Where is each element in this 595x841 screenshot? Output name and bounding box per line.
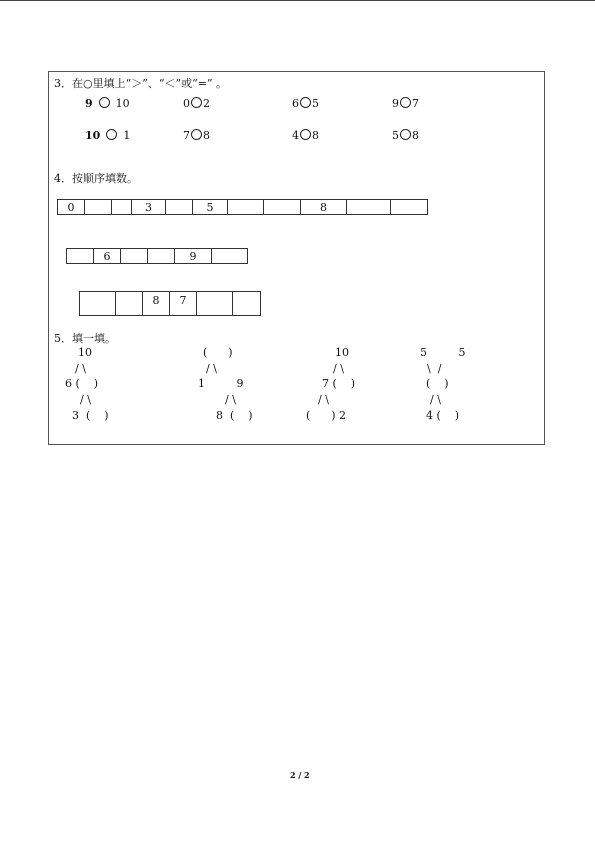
q4-title: 4．按顺序填数。: [54, 172, 138, 185]
sequence-cell[interactable]: [212, 249, 247, 263]
comparison-right: 10: [115, 97, 130, 110]
tree-node: 8 ( ): [216, 409, 253, 422]
sequence-cell[interactable]: [391, 200, 427, 214]
sequence-cell[interactable]: 3: [132, 200, 166, 214]
tree-node: ( ): [203, 346, 233, 359]
answer-circle[interactable]: [191, 97, 202, 108]
top-rule: [0, 0, 595, 1]
q3-title: 3．在○里填上“＞”、“＜”或“=” 。: [54, 77, 228, 90]
sequence-cell[interactable]: 8: [301, 200, 347, 214]
sequence-row-1: [57, 199, 428, 215]
tree-branch: / \: [318, 393, 329, 406]
comparison-right: 2: [203, 97, 210, 110]
sequence-cell[interactable]: [233, 292, 260, 315]
sequence-cell[interactable]: 5: [193, 200, 228, 214]
comparison-item: [85, 97, 130, 110]
tree-node: 3 ( ): [72, 409, 109, 422]
sequence-cell[interactable]: 7: [170, 292, 197, 315]
comparison-right: 1: [123, 129, 131, 142]
answer-circle[interactable]: [191, 129, 202, 140]
sequence-cell[interactable]: 6: [94, 249, 121, 263]
tree-node: 6 ( ): [65, 377, 99, 390]
comparison-item: [392, 97, 419, 110]
sequence-row-3: [79, 291, 261, 316]
sequence-cell[interactable]: [121, 249, 148, 263]
sequence-cell[interactable]: [80, 292, 116, 315]
tree-branch: / \: [333, 362, 344, 375]
answer-circle[interactable]: [300, 129, 311, 140]
sequence-cell[interactable]: [116, 292, 143, 315]
comparison-left: 0: [183, 97, 190, 110]
comparison-left: 4: [292, 129, 299, 142]
comparison-right: 5: [312, 97, 319, 110]
sequence-cell[interactable]: 0: [58, 200, 85, 214]
sequence-cell[interactable]: [197, 292, 233, 315]
comparison-item: [85, 129, 130, 142]
comparison-item: [183, 129, 210, 142]
sequence-row-2: [66, 248, 248, 264]
comparison-item: [392, 129, 419, 142]
tree-branch: \ /: [427, 362, 442, 375]
sequence-cell[interactable]: 8: [143, 292, 170, 315]
sequence-cell[interactable]: [85, 200, 112, 214]
tree-node: 4 ( ): [426, 409, 460, 422]
comparison-left: 10: [85, 129, 101, 142]
answer-circle[interactable]: [400, 129, 411, 140]
sequence-cell[interactable]: [264, 200, 301, 214]
comparison-left: 5: [392, 129, 399, 142]
tree-branch: / \: [225, 393, 236, 406]
comparison-item: [292, 129, 319, 142]
sequence-cell[interactable]: [166, 200, 193, 214]
sequence-cell[interactable]: [228, 200, 264, 214]
comparison-right: 8: [412, 129, 419, 142]
tree-node: 10: [335, 346, 349, 359]
tree-node: 1 9: [198, 377, 244, 390]
sequence-cell[interactable]: [148, 249, 175, 263]
answer-circle[interactable]: [300, 97, 311, 108]
comparison-right: 8: [312, 129, 319, 142]
tree-branch: / \: [75, 362, 86, 375]
tree-node: ( ) 2: [306, 409, 347, 422]
sequence-cell[interactable]: [112, 200, 132, 214]
answer-circle[interactable]: [106, 129, 117, 140]
comparison-left: 9: [392, 97, 399, 110]
tree-node: 5 5: [420, 346, 466, 359]
comparison-left: 6: [292, 97, 299, 110]
comparison-left: 7: [183, 129, 190, 142]
q5-title: 5．填一填。: [54, 332, 116, 345]
comparison-right: 8: [203, 129, 210, 142]
comparison-item: [292, 97, 319, 110]
sequence-cell[interactable]: [347, 200, 391, 214]
page-number: 2 / 2: [290, 770, 310, 780]
tree-branch: / \: [80, 393, 91, 406]
tree-node: ( ): [426, 377, 449, 390]
tree-branch: / \: [430, 393, 441, 406]
tree-branch: / \: [206, 362, 217, 375]
tree-node: 10: [78, 346, 92, 359]
comparison-left: 9: [85, 97, 93, 110]
comparison-right: 7: [412, 97, 419, 110]
sequence-cell[interactable]: [67, 249, 94, 263]
comparison-item: [183, 97, 210, 110]
sequence-cell[interactable]: 9: [175, 249, 212, 263]
tree-node: 7 ( ): [322, 377, 356, 390]
answer-circle[interactable]: [99, 97, 110, 108]
answer-circle[interactable]: [400, 97, 411, 108]
